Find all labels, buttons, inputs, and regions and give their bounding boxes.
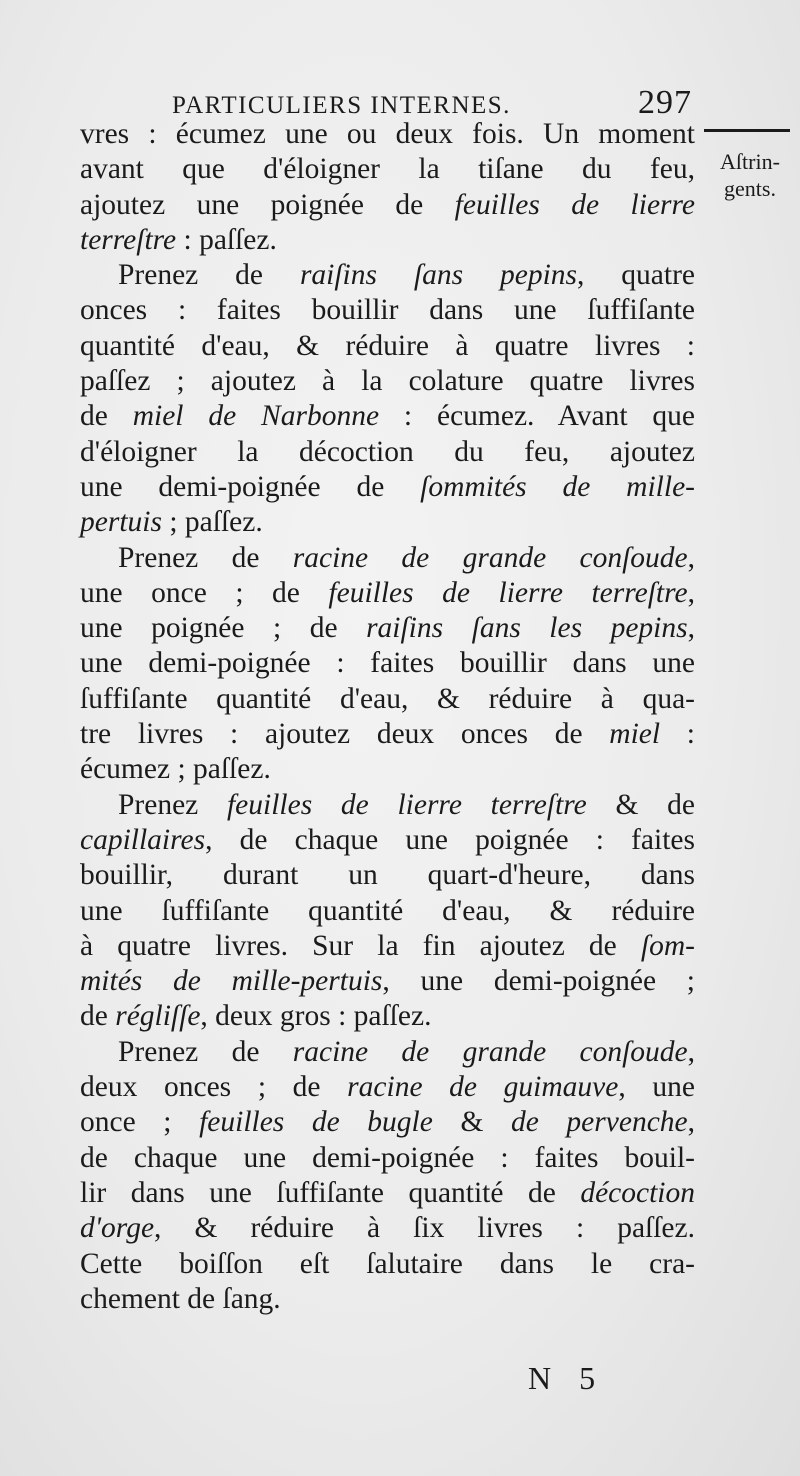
text-line: de régliſſe, deux gros : paſſez. (80, 1000, 432, 1033)
text-line: Prenez de raiſins ſans pepins, quatre (118, 259, 696, 292)
text-line: lir dans une ſuffiſante quantité de décoction (80, 1176, 695, 1209)
text-line: paſſez ; ajoutez à la colature quatre livres (80, 365, 695, 398)
text-line: bouillir, durant un quart-d'heure, dans (80, 859, 695, 892)
text-line: mités de mille-pertuis, une demi-poignée ; (80, 965, 695, 998)
text-line: une demi-poignée de ſommités de mille- (80, 470, 695, 503)
text-line: à quatre livres. Sur la fin ajoutez de ſom- (80, 929, 695, 962)
text-line: une poignée ; de raiſins ſans les pepins, (80, 612, 695, 645)
text-line: Cette boiſſon eſt ſalutaire dans le cra- (80, 1247, 695, 1280)
margin-note-line: Aſtrin- (720, 149, 780, 174)
signature-mark: N 5 (528, 1360, 606, 1396)
text-line: once ; feuilles de bugle & de pervenche, (80, 1106, 696, 1139)
text-line: ajoutez une poignée de feuilles de lierre (80, 188, 695, 221)
text-line: une demi-poignée : faites bouillir dans une (80, 647, 695, 680)
text-line: chement de ſang. (80, 1282, 281, 1315)
page-number: 297 (638, 84, 692, 121)
text-line: Prenez feuilles de lierre terreſtre & de (118, 788, 695, 821)
text-line: avant que d'éloigner la tiſane du feu, (80, 153, 695, 186)
text-line: ſuffiſante quantité d'eau, & réduire à qua- (80, 682, 695, 715)
body-text (80, 117, 695, 1317)
text-line: capillaires, de chaque une poignée : faites (80, 823, 695, 856)
text-line: de miel de Narbonne : écumez. Avant que (80, 400, 696, 433)
text-line: d'orge, & réduire à ſix livres : paſſez. (80, 1212, 695, 1245)
text-line: quantité d'eau, & réduire à quatre livres : (80, 329, 695, 362)
text-line: de chaque une demi-poignée : faites bouil- (80, 1141, 695, 1174)
running-head: PARTICULIERS INTERNES. (172, 92, 511, 119)
text-line: une ſuffiſante quantité d'eau, & réduire (80, 894, 695, 927)
text-line: Prenez de racine de grande conſoude, (118, 1035, 695, 1068)
text-line: une once ; de feuilles de lierre terreſtre, (80, 576, 695, 609)
text-line: terreſtre : paſſez. (80, 223, 277, 256)
text-line: deux onces ; de racine de guimauve, une (80, 1071, 695, 1104)
margin-note-line: gents. (724, 176, 776, 201)
text-line: onces : faites bouillir dans une ſuffiſante (80, 294, 695, 327)
text-line: écumez ; paſſez. (80, 753, 271, 786)
text-line: Prenez de racine de grande conſoude, (118, 541, 695, 574)
margin-note (702, 148, 798, 202)
text-line: tre livres : ajoutez deux onces de miel : (80, 718, 695, 751)
margin-rule (704, 129, 790, 132)
text-line: pertuis ; paſſez. (80, 506, 263, 539)
text-line: vres : écumez une ou deux fois. Un moment (80, 118, 695, 150)
text-line: d'éloigner la décoction du feu, ajoutez (80, 435, 695, 468)
